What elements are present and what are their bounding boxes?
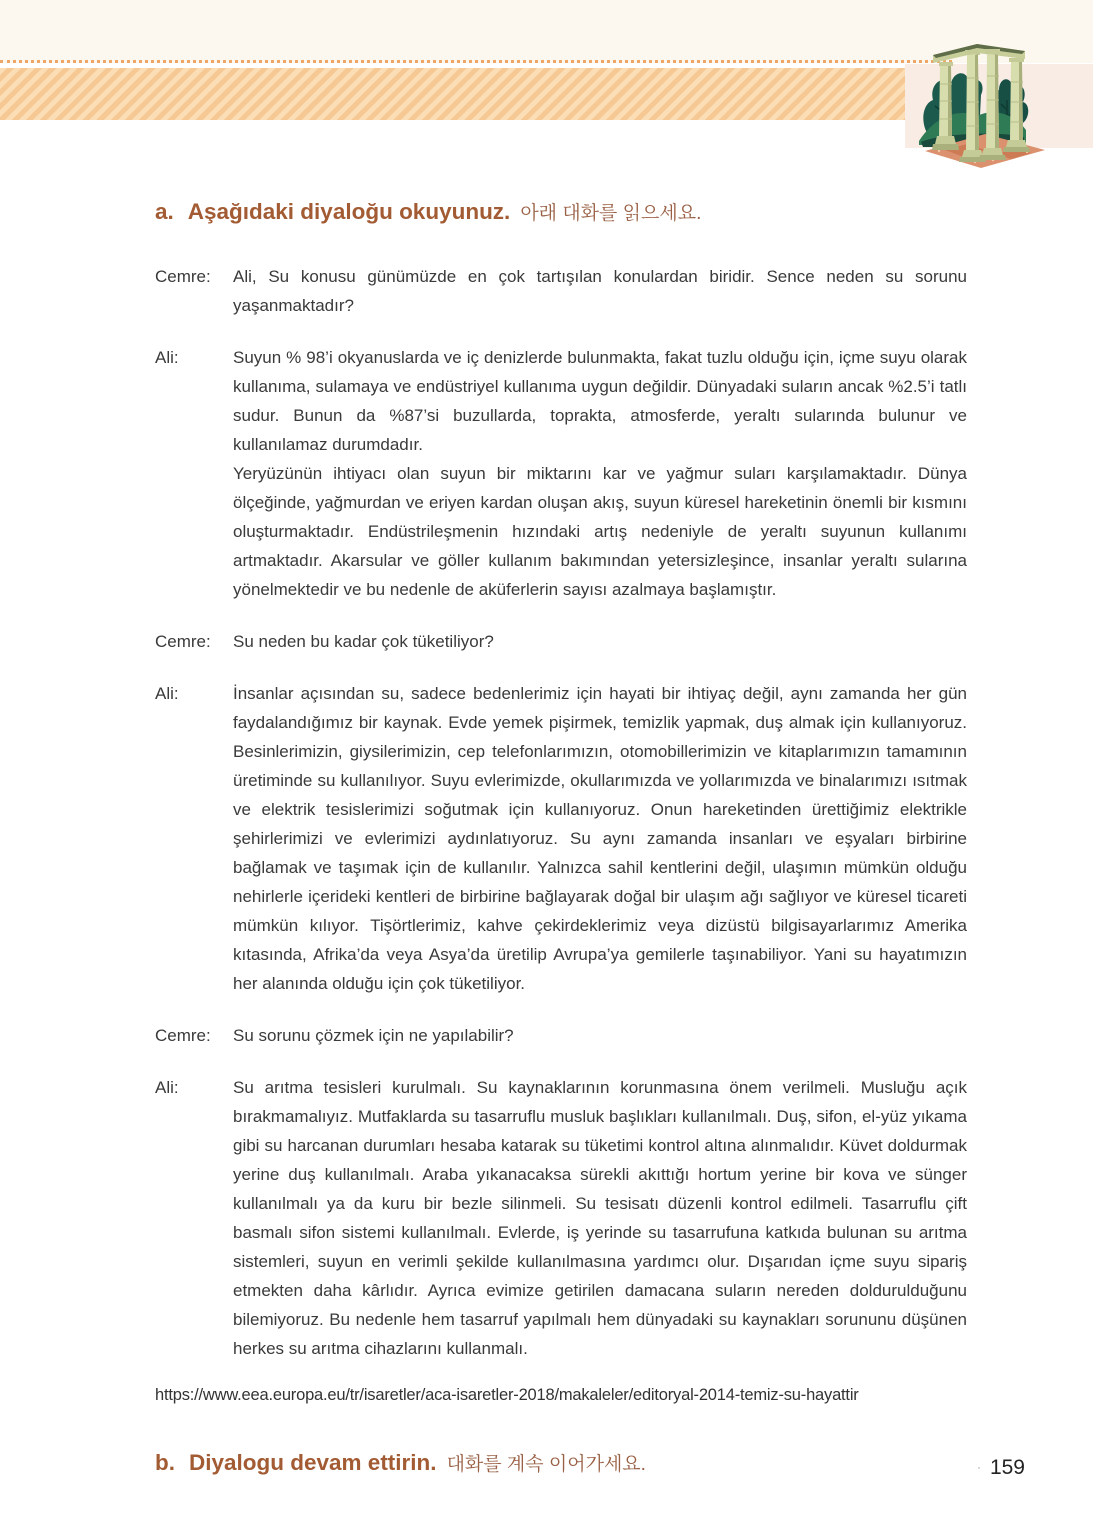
section-b-title-turkish: Diyalogu devam ettirin. xyxy=(189,1450,437,1475)
dialogue-paragraph: Su sorunu çözmek için ne yapılabilir? xyxy=(233,1026,514,1045)
dialogue-paragraph: Ali, Su konusu günümüzde en çok tartışılan konulardan biridir. Sence neden su sorunu yaşanmaktadır? xyxy=(233,267,967,315)
speaker-label: Cemre: xyxy=(155,267,211,286)
speaker-label: Ali: xyxy=(155,684,179,703)
dialogue-paragraphs xyxy=(233,343,967,604)
dialogue xyxy=(155,262,967,1363)
header-stripe-band xyxy=(0,68,925,120)
dialogue-row xyxy=(155,679,967,998)
page-content xyxy=(155,198,967,1479)
dialogue-row xyxy=(155,1021,967,1050)
section-b-title xyxy=(155,1449,967,1479)
dialogue-paragraph: Suyun % 98’i okyanuslarda ve iç denizlerde bulunmakta, fakat tuzlu olduğu için, içme suyu olarak kullanıma, sulamaya ve endüstriyel kullanıma uygun değildir. Dünyadaki suların ancak %2.5’i tatlı sudur. Bunun da %87’si buzullarda, toprakta, atmosferde, yeraltı sularında bulunur ve kullanılamaz durumdadır. xyxy=(233,348,967,454)
section-a-title xyxy=(155,198,967,228)
section-a-title-korean: 아래 대화를 읽으세요. xyxy=(520,203,702,224)
dialogue-row xyxy=(155,262,967,320)
section-b-title-korean: 대화를 계속 이어가세요. xyxy=(446,1454,646,1475)
speaker-label: Ali: xyxy=(155,348,179,367)
speaker-label: Ali: xyxy=(155,1078,179,1097)
dialogue-paragraphs xyxy=(233,262,967,320)
source-url: https://www.eea.europa.eu/tr/isaretler/aca-isaretler-2018/makaleler/editoryal-2014-temiz-su-hayattir xyxy=(155,1386,859,1404)
ruins-columns-icon xyxy=(915,38,1055,168)
page-number-value: 159 xyxy=(989,1456,1025,1479)
dialogue-row xyxy=(155,1073,967,1363)
header-dotted-divider xyxy=(0,60,952,63)
dialogue-paragraph: Su arıtma tesisleri kurulmalı. Su kaynaklarının korunmasına önem verilmeli. Musluğu açık bırakmamalıyız. Mutfaklarda su tasarruflu musluk başlıkları kullanılmalı. Duş, sifon, el-yüz yıkama gibi su harcanan durumları hesaba katarak su tüketimi kontrol altına alınmalıdır. Küvet doldurmak yerine duş kullanılmalı. Araba yıkanacaksa sürekli akıttığı hortum yerine bir kova ve sünger kullanılmalı ya da kuru bir bezle silinmeli. Su tesisatı düzenli kontrol edilmeli. Tasarruflu çift basmalı sifon sistemi kullanılmalı. Evlerde, iş yerinde su tasarrufuna katkıda bulunan su arıtma sistemleri, suyun en verimli şekilde kullanılmasına yardımcı olur. Dışarıdan içme suyu sipariş etmekten daha kârlıdır. Ayrıca evimize getirilen damacana suların nereden doldurulduğunu bilemiyoruz. Bu nedenle hem tasarruf yapılmalı hem dünyadaki su kaynakları sorununu düşünen herkes su arıtma cihazlarını kullanmalı. xyxy=(233,1078,967,1358)
dialogue-paragraph: Su neden bu kadar çok tüketiliyor? xyxy=(233,632,494,651)
dialogue-row xyxy=(155,627,967,656)
dialogue-paragraphs xyxy=(233,679,967,998)
speaker-label: Cemre: xyxy=(155,1026,211,1045)
dialogue-row xyxy=(155,343,967,604)
dialogue-paragraphs xyxy=(233,1021,967,1050)
page-number xyxy=(977,1456,1025,1480)
dialogue-paragraphs xyxy=(233,1073,967,1363)
ancient-ruins-illustration xyxy=(915,38,1055,168)
dialogue-paragraph: Yeryüzünün ihtiyacı olan suyun bir miktarını kar ve yağmur suları karşılamaktadır. Dünya ölçeğinde, yağmurdan ve eriyen kardan oluşan akış, suyun küresel hareketinin önemli bir kısmını oluşturmaktadır. Endüstrileşmenin hızındaki artış nedeniyle de yeraltı suyunun kullanımı artmaktadır. Akarsular ve göller kullanım bakımından yetersizleşince, insanlar yeraltı sularına yönelmektedir ve bu nedenle de aküferlerin sayısı azalmaya başlamıştır. xyxy=(233,464,967,599)
page-number-dot: · xyxy=(976,1460,981,1474)
section-b-label: b. xyxy=(155,1450,175,1475)
section-a-label: a. xyxy=(155,199,174,224)
dialogue-paragraphs xyxy=(233,627,967,656)
section-a-title-turkish: Aşağıdaki diyaloğu okuyunuz. xyxy=(187,199,511,224)
speaker-label: Cemre: xyxy=(155,632,211,651)
dialogue-paragraph: İnsanlar açısından su, sadece bedenlerimiz için hayati bir ihtiyaç değil, aynı zamanda her gün faydalandığımız bir kaynak. Evde yemek pişirmek, temizlik yapmak, duş almak için kullanıyoruz. Besinlerimizin, giysilerimizin, cep telefonlarımızın, otomobillerimizin ve kitaplarımızın tamamının üretiminde su kullanılıyor. Suyu evlerimizde, okullarımızda ve yollarımızda ve binalarımızı ısıtmak ve elektrik tesislerimizi soğutmak için kullanıyoruz. Onun hareketinden ürettiğimiz elektrikle şehirlerimizi ve evlerimizi aydınlatıyoruz. Su aynı zamanda insanları ve eşyaları birbirine bağlamak ve taşımak için de kullanılır. Yalnızca sahil kentlerini değil, ulaşımın mümkün olduğu nehirlerle içerideki kentleri de birbirine bağlayarak doğal bir ulaşım ağı sağlıyor ve küresel ticareti mümkün kılıyor. Tişörtlerimiz, kahve çekirdeklerimiz veya dizüstü bilgisayarlarımız Amerika kıtasında, Afrika’da veya Asya’da üretilip Avrupa’ya gemilerle taşınabiliyor. Yani su hayatımızın her alanında olduğu için çok tüketiliyor. xyxy=(233,684,967,993)
